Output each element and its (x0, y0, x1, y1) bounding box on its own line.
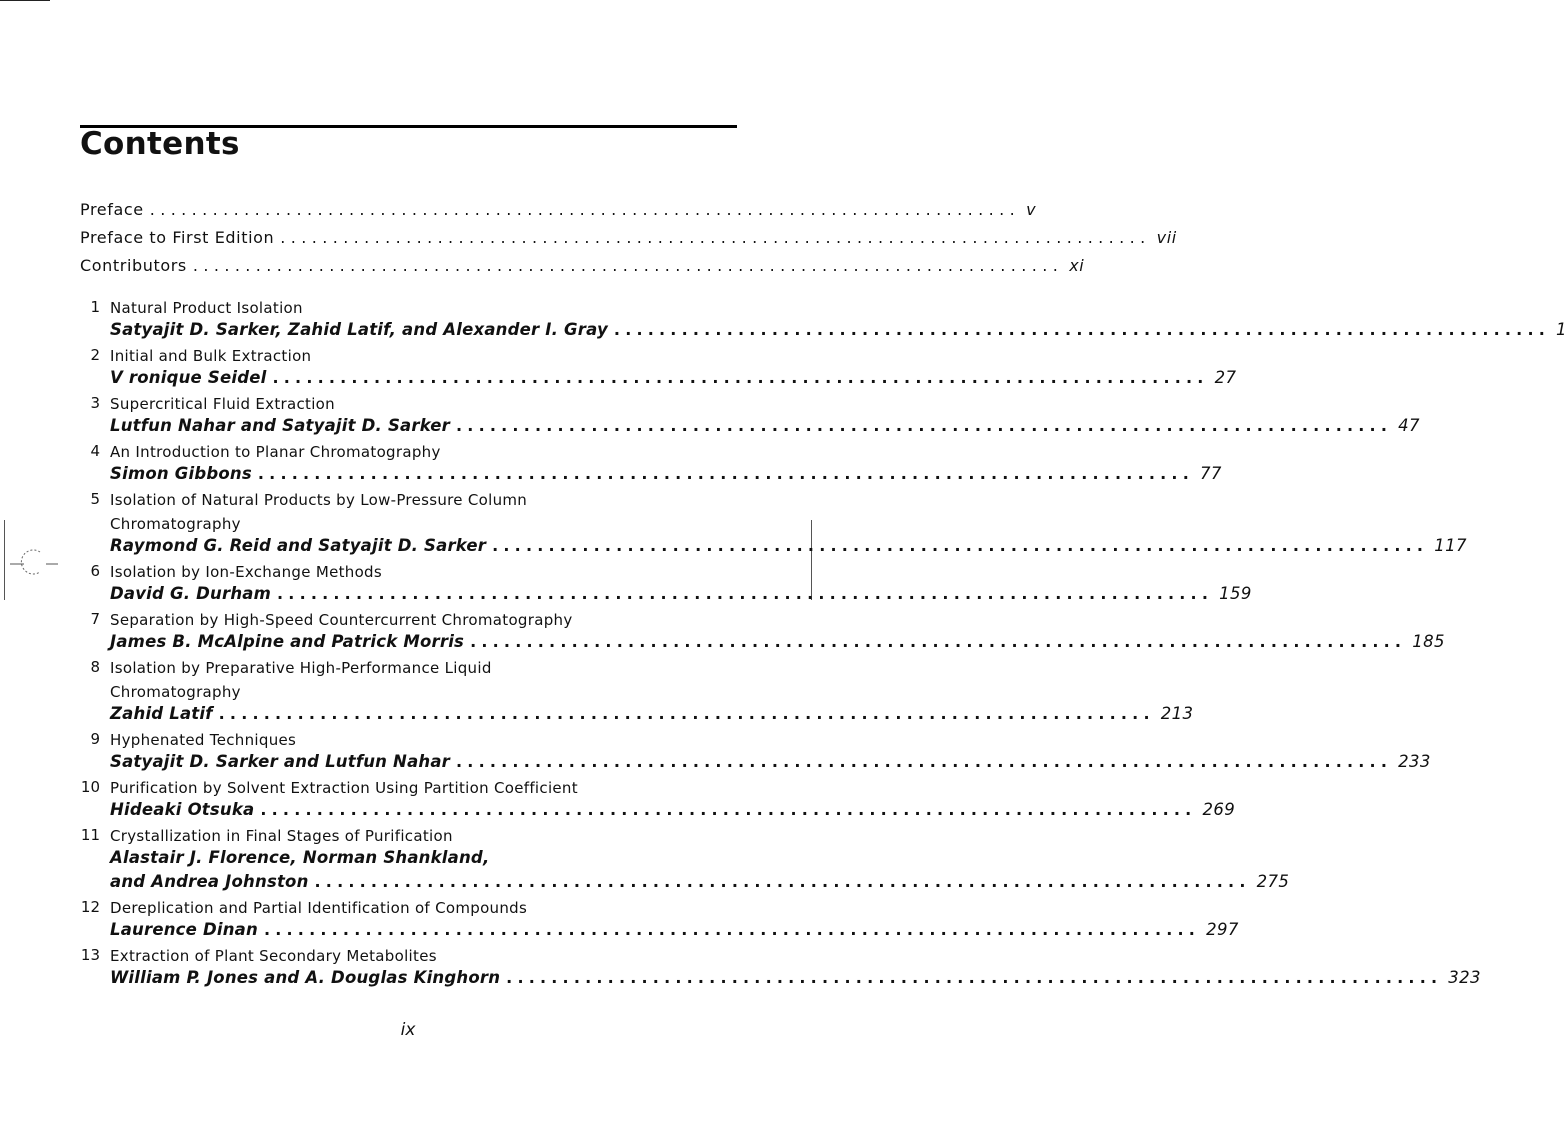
chapter-title: An Introduction to Planar Chromatography (110, 443, 441, 461)
entry-title: Preface (80, 200, 144, 219)
chapter-entry[interactable] (80, 296, 1567, 344)
dot-leader: ................................................................................... (192, 256, 1064, 275)
dot-leader: ................................................................................... (456, 416, 1393, 435)
chapter-number: 12 (80, 898, 100, 916)
front-matter-list (80, 200, 1177, 284)
chapter-number: 11 (80, 826, 100, 844)
dot-leader: ................................................................................... (272, 368, 1209, 387)
chapter-authors: V ronique Seidel (110, 368, 267, 387)
chapter-number: 5 (90, 490, 100, 508)
chapter-title: Separation by High-Speed Countercurrent Chromatography (110, 611, 573, 629)
chapter-authors-line (110, 752, 1431, 776)
chapter-page: 185 (1412, 632, 1445, 651)
chapter-authors-line (110, 968, 1481, 992)
chapter-title: Supercritical Fluid Extraction (110, 395, 335, 413)
page-number: ix (400, 1020, 416, 1040)
chapter-number: 9 (90, 730, 100, 748)
chapter-authors-line (110, 536, 1467, 560)
entry-page: vii (1156, 228, 1177, 247)
chapter-entry[interactable] (80, 560, 1252, 608)
registration-mark-icon (10, 546, 58, 576)
entry-page: v (1026, 200, 1037, 219)
chapter-title: Dereplication and Partial Identification of Compounds (110, 899, 528, 917)
entry-title: Contributors (80, 256, 187, 275)
chapter-number: 6 (90, 562, 100, 580)
chapter-number: 1 (90, 298, 100, 316)
toc-entry[interactable] (80, 200, 1037, 228)
chapter-authors: David G. Durham (110, 584, 272, 603)
chapter-authors: Hideaki Otsuka (110, 800, 255, 819)
crop-mark-left (4, 520, 5, 600)
chapter-page: 297 (1206, 920, 1239, 939)
chapter-authors-line (110, 416, 1420, 440)
chapter-page: 269 (1202, 800, 1236, 819)
chapter-authors: Alastair J. Florence, Norman Shankland, (110, 848, 490, 867)
chapter-entry[interactable] (80, 392, 1420, 440)
chapter-page: 275 (1256, 872, 1290, 891)
chapter-authors-line (110, 848, 737, 872)
chapter-authors: Simon Gibbons (110, 464, 252, 483)
chapter-entry[interactable] (80, 896, 1239, 944)
chapter-authors-line (110, 872, 1290, 896)
dot-leader: ................................................................................... (613, 320, 1551, 339)
chapter-number: 4 (90, 442, 100, 460)
dot-leader: ................................................................................... (506, 968, 1443, 987)
chapter-page: 213 (1160, 704, 1194, 723)
chapter-authors: Satyajit D. Sarker, Zahid Latif, and Alexander I. Gray (110, 320, 608, 339)
entry-title: Preface to First Edition (80, 228, 275, 247)
chapter-title: Purification by Solvent Extraction Using Partition Coefficient (110, 779, 578, 797)
chapter-title: Chromatography (110, 515, 241, 533)
chapter-title: Initial and Bulk Extraction (110, 347, 312, 365)
chapter-title: Chromatography (110, 683, 241, 701)
page-title: Contents (80, 126, 240, 162)
chapter-title: Isolation by Preparative High-Performance Liquid (110, 659, 492, 677)
dot-leader: ................................................................................... (470, 632, 1407, 651)
chapter-authors-line (110, 464, 1222, 488)
chapter-page: 1 (1556, 320, 1567, 339)
chapter-page: 323 (1448, 968, 1481, 987)
chapter-number: 2 (90, 346, 100, 364)
chapter-page: 233 (1398, 752, 1431, 771)
chapter-authors-line (110, 368, 1237, 392)
chapter-title: Hyphenated Techniques (110, 731, 297, 749)
chapter-authors: and Andrea Johnston (110, 872, 309, 891)
dot-leader: ................................................................................... (492, 536, 1429, 555)
chapter-number: 3 (90, 394, 100, 412)
chapter-authors-line (110, 584, 1252, 608)
chapter-authors: Lutfun Nahar and Satyajit D. Sarker (110, 416, 451, 435)
chapter-title: Crystallization in Final Stages of Purification (110, 827, 453, 845)
chapter-authors-line (110, 920, 1239, 944)
chapter-authors: William P. Jones and A. Douglas Kinghorn (110, 968, 501, 987)
dot-leader: ................................................................................... (314, 872, 1251, 891)
chapter-entry[interactable] (80, 344, 1237, 392)
dot-leader: ................................................................................... (260, 800, 1197, 819)
chapter-authors: Zahid Latif (110, 704, 213, 723)
crop-mark-top (0, 0, 50, 1)
chapter-entry[interactable] (80, 776, 1236, 824)
dot-leader: ................................................................................... (277, 584, 1214, 603)
dot-leader: ................................................................................... (149, 200, 1021, 219)
dot-leader: ................................................................................... (280, 228, 1151, 247)
chapter-entry[interactable] (80, 488, 1467, 560)
chapter-title: Isolation of Natural Products by Low-Pressure Column (110, 491, 528, 509)
dot-leader: ................................................................................... (263, 920, 1201, 939)
chapter-entry[interactable] (80, 824, 1290, 896)
chapter-authors-line (110, 632, 1445, 656)
toc-entry[interactable] (80, 228, 1177, 256)
chapter-page: 117 (1434, 536, 1467, 555)
chapter-authors: Laurence Dinan (110, 920, 258, 939)
chapter-number: 13 (80, 946, 100, 964)
dot-leader: ................................................................................... (456, 752, 1393, 771)
chapter-title: Isolation by Ion-Exchange Methods (110, 563, 382, 581)
chapter-entry[interactable] (80, 656, 1194, 728)
toc-entry[interactable] (80, 256, 1085, 284)
chapter-entry[interactable] (80, 608, 1445, 656)
chapter-page: 27 (1214, 368, 1237, 387)
chapter-number: 10 (80, 778, 100, 796)
chapter-authors-line (110, 800, 1236, 824)
chapter-entry[interactable] (80, 728, 1431, 776)
chapter-title: Natural Product Isolation (110, 299, 303, 317)
chapter-authors: James B. McAlpine and Patrick Morris (110, 632, 465, 651)
dot-leader: ................................................................................... (218, 704, 1155, 723)
chapter-authors-line (110, 320, 1567, 344)
chapter-authors-line (110, 704, 1194, 728)
dot-leader: ................................................................................... (257, 464, 1194, 483)
chapter-page: 77 (1199, 464, 1222, 483)
chapter-entry[interactable] (80, 944, 1481, 992)
chapter-page: 159 (1219, 584, 1252, 603)
entry-page: xi (1069, 256, 1085, 275)
chapter-entry[interactable] (80, 440, 1222, 488)
chapter-authors: Raymond G. Reid and Satyajit D. Sarker (110, 536, 487, 555)
chapter-list (80, 296, 1567, 992)
chapter-title: Extraction of Plant Secondary Metabolites (110, 947, 437, 965)
chapter-number: 8 (90, 658, 100, 676)
chapter-authors: Satyajit D. Sarker and Lutfun Nahar (110, 752, 451, 771)
chapter-page: 47 (1398, 416, 1420, 435)
chapter-number: 7 (90, 610, 100, 628)
